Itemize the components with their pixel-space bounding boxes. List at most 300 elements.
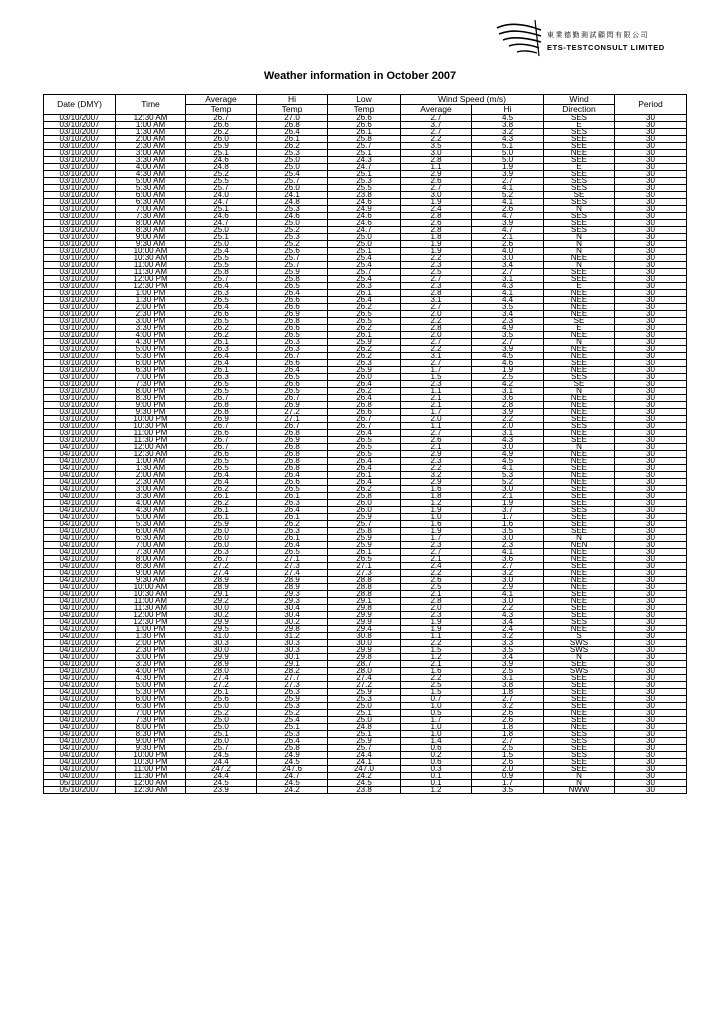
wind-hi-cell: 4.5 bbox=[472, 115, 544, 122]
time-cell: 8:00 PM bbox=[116, 724, 186, 731]
time-cell: 5:30 AM bbox=[116, 185, 186, 192]
hi-temp-cell: 24.7 bbox=[257, 773, 328, 780]
hi-temp-cell: 25.0 bbox=[257, 157, 328, 164]
hi-temp-cell: 25.2 bbox=[257, 227, 328, 234]
time-cell: 3:00 AM bbox=[116, 150, 186, 157]
hi-temp-cell: 25.3 bbox=[257, 703, 328, 710]
hi-temp-cell: 25.7 bbox=[257, 178, 328, 185]
low-temp-cell: 24.9 bbox=[328, 206, 401, 213]
date-cell: 04/10/2007 bbox=[44, 486, 116, 493]
period-cell: 30 bbox=[615, 577, 687, 584]
period-cell: 30 bbox=[615, 164, 687, 171]
period-cell: 30 bbox=[615, 458, 687, 465]
wind-hi-cell: 5.0 bbox=[472, 150, 544, 157]
date-cell: 03/10/2007 bbox=[44, 115, 116, 122]
average-temp-cell: 26.5 bbox=[186, 458, 257, 465]
date-cell: 03/10/2007 bbox=[44, 290, 116, 297]
period-cell: 30 bbox=[615, 234, 687, 241]
wind-average-cell: 2.7 bbox=[401, 185, 472, 192]
wind-direction-cell: SES bbox=[544, 213, 615, 220]
date-cell: 03/10/2007 bbox=[44, 192, 116, 199]
low-temp-cell: 26.5 bbox=[328, 444, 401, 451]
wind-average-cell: 1.9 bbox=[401, 248, 472, 255]
time-cell: 11:00 PM bbox=[116, 766, 186, 773]
wind-average-cell: 2.6 bbox=[401, 220, 472, 227]
wind-hi-cell: 3.5 bbox=[472, 787, 544, 794]
wind-direction-cell: SEE bbox=[544, 276, 615, 283]
wind-hi-cell: 4.2 bbox=[472, 381, 544, 388]
average-temp-cell: 26.1 bbox=[186, 339, 257, 346]
wind-direction-cell: NEE bbox=[544, 290, 615, 297]
period-cell: 30 bbox=[615, 283, 687, 290]
hi-temp-cell: 26.3 bbox=[257, 339, 328, 346]
wind-hi-cell: 4.4 bbox=[472, 297, 544, 304]
period-cell: 30 bbox=[615, 500, 687, 507]
average-temp-cell: 26.6 bbox=[186, 430, 257, 437]
wind-average-cell: 2.1 bbox=[401, 395, 472, 402]
hi-temp-cell: 26.8 bbox=[257, 318, 328, 325]
average-temp-cell: 26.2 bbox=[186, 332, 257, 339]
time-cell: 3:30 PM bbox=[116, 661, 186, 668]
period-cell: 30 bbox=[615, 318, 687, 325]
period-cell: 30 bbox=[615, 136, 687, 143]
time-cell: 2:30 AM bbox=[116, 143, 186, 150]
average-temp-cell: 26.4 bbox=[186, 353, 257, 360]
date-cell: 03/10/2007 bbox=[44, 311, 116, 318]
time-cell: 12:30 AM bbox=[116, 115, 186, 122]
average-temp-cell: 24.5 bbox=[186, 752, 257, 759]
average-temp-cell: 25.5 bbox=[186, 178, 257, 185]
wind-average-cell: 1.7 bbox=[401, 367, 472, 374]
time-cell: 12:30 AM bbox=[116, 787, 186, 794]
wind-average-cell: 2.8 bbox=[401, 290, 472, 297]
wind-hi-cell: 2.1 bbox=[472, 493, 544, 500]
low-temp-cell: 24.3 bbox=[328, 157, 401, 164]
period-cell: 30 bbox=[615, 367, 687, 374]
wind-direction-cell: NEE bbox=[544, 472, 615, 479]
period-cell: 30 bbox=[615, 325, 687, 332]
wind-hi-cell: 0.9 bbox=[472, 773, 544, 780]
wind-hi-cell: 2.7 bbox=[472, 178, 544, 185]
table-row bbox=[44, 472, 687, 479]
table-row bbox=[44, 199, 687, 206]
table-row bbox=[44, 647, 687, 654]
time-cell: 10:30 AM bbox=[116, 591, 186, 598]
wind-direction-cell: SES bbox=[544, 752, 615, 759]
wind-direction-cell: SES bbox=[544, 507, 615, 514]
average-temp-cell: 29.2 bbox=[186, 598, 257, 605]
average-temp-cell: 26.1 bbox=[186, 493, 257, 500]
table-row bbox=[44, 759, 687, 766]
hi-temp-cell: 26.5 bbox=[257, 486, 328, 493]
wind-direction-cell: SEE bbox=[544, 605, 615, 612]
time-cell: 2:00 PM bbox=[116, 304, 186, 311]
hi-temp-cell: 26.6 bbox=[257, 479, 328, 486]
period-cell: 30 bbox=[615, 178, 687, 185]
date-cell: 04/10/2007 bbox=[44, 766, 116, 773]
low-temp-cell: 29.9 bbox=[328, 647, 401, 654]
wind-hi-cell: 5.2 bbox=[472, 192, 544, 199]
wind-direction-cell: N bbox=[544, 262, 615, 269]
period-cell: 30 bbox=[615, 150, 687, 157]
time-cell: 8:00 AM bbox=[116, 556, 186, 563]
average-temp-cell: 29.5 bbox=[186, 626, 257, 633]
period-cell: 30 bbox=[615, 227, 687, 234]
table-row bbox=[44, 150, 687, 157]
period-cell: 30 bbox=[615, 115, 687, 122]
low-temp-cell: 25.7 bbox=[328, 521, 401, 528]
hi-temp-cell: 24.5 bbox=[257, 780, 328, 787]
wind-direction-cell: SEE bbox=[544, 514, 615, 521]
time-cell: 9:30 PM bbox=[116, 745, 186, 752]
average-temp-cell: 25.0 bbox=[186, 703, 257, 710]
date-cell: 03/10/2007 bbox=[44, 157, 116, 164]
wind-average-cell: 2.1 bbox=[401, 556, 472, 563]
low-temp-cell: 30.0 bbox=[328, 640, 401, 647]
period-cell: 30 bbox=[615, 416, 687, 423]
table-row bbox=[44, 143, 687, 150]
low-temp-cell: 27.2 bbox=[328, 682, 401, 689]
wind-average-cell: 2.0 bbox=[401, 332, 472, 339]
table-row bbox=[44, 234, 687, 241]
wind-average-cell: 1.2 bbox=[401, 500, 472, 507]
low-temp-cell: 23.8 bbox=[328, 787, 401, 794]
wind-hi-cell: 3.2 bbox=[472, 633, 544, 640]
hi-temp-cell: 26.4 bbox=[257, 129, 328, 136]
hi-temp-cell: 24.8 bbox=[257, 199, 328, 206]
low-temp-cell: 25.1 bbox=[328, 731, 401, 738]
wind-direction-cell: NEE bbox=[544, 549, 615, 556]
wind-direction-cell: NEE bbox=[544, 556, 615, 563]
date-cell: 04/10/2007 bbox=[44, 507, 116, 514]
date-cell: 03/10/2007 bbox=[44, 332, 116, 339]
wind-hi-cell: 1.8 bbox=[472, 689, 544, 696]
table-row bbox=[44, 297, 687, 304]
table-row bbox=[44, 458, 687, 465]
wind-average-cell: 2.7 bbox=[401, 276, 472, 283]
time-cell: 5:00 AM bbox=[116, 178, 186, 185]
low-temp-cell: 29.8 bbox=[328, 654, 401, 661]
average-temp-cell: 26.4 bbox=[186, 304, 257, 311]
date-cell: 04/10/2007 bbox=[44, 626, 116, 633]
low-temp-cell: 25.0 bbox=[328, 717, 401, 724]
hi-temp-cell: 27.4 bbox=[257, 570, 328, 577]
table-row bbox=[44, 381, 687, 388]
wind-hi-cell: 3.5 bbox=[472, 332, 544, 339]
time-cell: 4:00 AM bbox=[116, 164, 186, 171]
time-cell: 1:00 PM bbox=[116, 290, 186, 297]
average-temp-cell: 26.1 bbox=[186, 507, 257, 514]
time-cell: 5:30 AM bbox=[116, 521, 186, 528]
period-cell: 30 bbox=[615, 535, 687, 542]
average-temp-cell: 23.9 bbox=[186, 787, 257, 794]
wind-hi-cell: 3.9 bbox=[472, 220, 544, 227]
low-temp-cell: 25.8 bbox=[328, 493, 401, 500]
hi-temp-cell: 26.7 bbox=[257, 353, 328, 360]
low-temp-cell: 26.6 bbox=[328, 115, 401, 122]
hi-temp-cell: 26.8 bbox=[257, 458, 328, 465]
header-wind-direction-line1: Wind bbox=[544, 95, 615, 105]
low-temp-cell: 247.0 bbox=[328, 766, 401, 773]
wind-hi-cell: 1.9 bbox=[472, 164, 544, 171]
table-row bbox=[44, 206, 687, 213]
wind-hi-cell: 4.1 bbox=[472, 185, 544, 192]
wind-direction-cell: SEE bbox=[544, 766, 615, 773]
average-temp-cell: 26.3 bbox=[186, 290, 257, 297]
time-cell: 12:00 PM bbox=[116, 612, 186, 619]
wind-hi-cell: 4.3 bbox=[472, 283, 544, 290]
hi-temp-cell: 26.4 bbox=[257, 542, 328, 549]
time-cell: 10:00 PM bbox=[116, 416, 186, 423]
hi-temp-cell: 26.5 bbox=[257, 283, 328, 290]
wind-direction-cell: NEE bbox=[544, 458, 615, 465]
time-cell: 12:30 PM bbox=[116, 283, 186, 290]
wind-hi-cell: 5.0 bbox=[472, 157, 544, 164]
hi-temp-cell: 26.2 bbox=[257, 521, 328, 528]
date-cell: 04/10/2007 bbox=[44, 591, 116, 598]
time-cell: 6:00 PM bbox=[116, 696, 186, 703]
wind-hi-cell: 3.8 bbox=[472, 682, 544, 689]
hi-temp-cell: 25.8 bbox=[257, 276, 328, 283]
period-cell: 30 bbox=[615, 738, 687, 745]
period-cell: 30 bbox=[615, 514, 687, 521]
table-row bbox=[44, 745, 687, 752]
date-cell: 04/10/2007 bbox=[44, 731, 116, 738]
wind-hi-cell: 4.9 bbox=[472, 451, 544, 458]
date-cell: 03/10/2007 bbox=[44, 262, 116, 269]
low-temp-cell: 25.0 bbox=[328, 241, 401, 248]
average-temp-cell: 25.9 bbox=[186, 143, 257, 150]
period-cell: 30 bbox=[615, 584, 687, 591]
average-temp-cell: 28.9 bbox=[186, 577, 257, 584]
table-row bbox=[44, 171, 687, 178]
wind-hi-cell: 1.9 bbox=[472, 367, 544, 374]
table-row bbox=[44, 157, 687, 164]
table-row bbox=[44, 619, 687, 626]
time-cell: 6:30 AM bbox=[116, 199, 186, 206]
low-temp-cell: 26.1 bbox=[328, 332, 401, 339]
hi-temp-cell: 25.0 bbox=[257, 220, 328, 227]
wind-average-cell: 2.6 bbox=[401, 437, 472, 444]
wind-direction-cell: NEE bbox=[544, 409, 615, 416]
period-cell: 30 bbox=[615, 171, 687, 178]
time-cell: 11:00 AM bbox=[116, 598, 186, 605]
period-cell: 30 bbox=[615, 395, 687, 402]
hi-temp-cell: 26.4 bbox=[257, 290, 328, 297]
company-name-english: ETS-TESTCONSULT LIMITED bbox=[547, 43, 665, 52]
period-cell: 30 bbox=[615, 472, 687, 479]
wind-hi-cell: 4.6 bbox=[472, 360, 544, 367]
average-temp-cell: 26.7 bbox=[186, 437, 257, 444]
date-cell: 04/10/2007 bbox=[44, 738, 116, 745]
period-cell: 30 bbox=[615, 185, 687, 192]
hi-temp-cell: 25.2 bbox=[257, 241, 328, 248]
wind-direction-cell: SES bbox=[544, 129, 615, 136]
wind-average-cell: 2.8 bbox=[401, 227, 472, 234]
table-row bbox=[44, 409, 687, 416]
wind-average-cell: 2.2 bbox=[401, 465, 472, 472]
wind-direction-cell: SEE bbox=[544, 563, 615, 570]
average-temp-cell: 26.4 bbox=[186, 360, 257, 367]
average-temp-cell: 26.3 bbox=[186, 346, 257, 353]
time-cell: 10:00 PM bbox=[116, 752, 186, 759]
wind-average-cell: 0.2 bbox=[401, 752, 472, 759]
date-cell: 03/10/2007 bbox=[44, 241, 116, 248]
table-row bbox=[44, 591, 687, 598]
wind-direction-cell: NEE bbox=[544, 304, 615, 311]
low-temp-cell: 27.1 bbox=[328, 563, 401, 570]
table-row bbox=[44, 325, 687, 332]
date-cell: 04/10/2007 bbox=[44, 577, 116, 584]
hi-temp-cell: 25.3 bbox=[257, 150, 328, 157]
low-temp-cell: 25.8 bbox=[328, 528, 401, 535]
period-cell: 30 bbox=[615, 255, 687, 262]
time-cell: 7:00 PM bbox=[116, 374, 186, 381]
average-temp-cell: 27.4 bbox=[186, 675, 257, 682]
wind-direction-cell: SEE bbox=[544, 612, 615, 619]
table-row bbox=[44, 339, 687, 346]
wind-direction-cell: NEE bbox=[544, 577, 615, 584]
hi-temp-cell: 25.8 bbox=[257, 745, 328, 752]
time-cell: 5:00 PM bbox=[116, 346, 186, 353]
average-temp-cell: 24.6 bbox=[186, 213, 257, 220]
date-cell: 04/10/2007 bbox=[44, 514, 116, 521]
time-cell: 8:00 PM bbox=[116, 388, 186, 395]
wind-hi-cell: 3.5 bbox=[472, 528, 544, 535]
wind-average-cell: 2.4 bbox=[401, 563, 472, 570]
hi-temp-cell: 26.5 bbox=[257, 549, 328, 556]
header-wind-direction-line2: Direction bbox=[544, 105, 615, 115]
wind-hi-cell: 2.6 bbox=[472, 241, 544, 248]
date-cell: 04/10/2007 bbox=[44, 689, 116, 696]
low-temp-cell: 26.1 bbox=[328, 129, 401, 136]
date-cell: 03/10/2007 bbox=[44, 353, 116, 360]
table-row bbox=[44, 416, 687, 423]
average-temp-cell: 24.8 bbox=[186, 164, 257, 171]
hi-temp-cell: 30.1 bbox=[257, 654, 328, 661]
time-cell: 3:00 PM bbox=[116, 654, 186, 661]
wind-hi-cell: 2.2 bbox=[472, 605, 544, 612]
low-temp-cell: 26.7 bbox=[328, 423, 401, 430]
average-temp-cell: 25.8 bbox=[186, 269, 257, 276]
hi-temp-cell: 25.0 bbox=[257, 164, 328, 171]
page-title: Weather information in October 2007 bbox=[263, 70, 457, 82]
time-cell: 7:30 AM bbox=[116, 213, 186, 220]
time-cell: 11:30 AM bbox=[116, 605, 186, 612]
globe-logo-icon bbox=[495, 18, 545, 58]
wind-hi-cell: 3.4 bbox=[472, 262, 544, 269]
table-row bbox=[44, 262, 687, 269]
table-row bbox=[44, 528, 687, 535]
average-temp-cell: 25.0 bbox=[186, 717, 257, 724]
period-cell: 30 bbox=[615, 199, 687, 206]
wind-hi-cell: 4.9 bbox=[472, 325, 544, 332]
date-cell: 04/10/2007 bbox=[44, 717, 116, 724]
period-cell: 30 bbox=[615, 528, 687, 535]
date-cell: 04/10/2007 bbox=[44, 465, 116, 472]
wind-direction-cell: SEE bbox=[544, 675, 615, 682]
header-time: Time bbox=[116, 95, 186, 115]
date-cell: 04/10/2007 bbox=[44, 675, 116, 682]
wind-hi-cell: 3.6 bbox=[472, 395, 544, 402]
wind-hi-cell: 3.1 bbox=[472, 675, 544, 682]
wind-direction-cell: SEE bbox=[544, 416, 615, 423]
period-cell: 30 bbox=[615, 437, 687, 444]
period-cell: 30 bbox=[615, 752, 687, 759]
company-name-chinese: 東業德勤測試顧問有限公司 bbox=[547, 32, 649, 39]
period-cell: 30 bbox=[615, 570, 687, 577]
wind-hi-cell: 2.6 bbox=[472, 717, 544, 724]
table-row bbox=[44, 227, 687, 234]
low-temp-cell: 24.6 bbox=[328, 213, 401, 220]
hi-temp-cell: 26.8 bbox=[257, 122, 328, 129]
low-temp-cell: 28.0 bbox=[328, 668, 401, 675]
hi-temp-cell: 24.2 bbox=[257, 787, 328, 794]
time-cell: 8:30 AM bbox=[116, 563, 186, 570]
period-cell: 30 bbox=[615, 521, 687, 528]
wind-direction-cell: SWS bbox=[544, 668, 615, 675]
average-temp-cell: 29.1 bbox=[186, 591, 257, 598]
low-temp-cell: 25.0 bbox=[328, 703, 401, 710]
wind-hi-cell: 3.0 bbox=[472, 577, 544, 584]
date-cell: 03/10/2007 bbox=[44, 395, 116, 402]
date-cell: 04/10/2007 bbox=[44, 647, 116, 654]
hi-temp-cell: 26.1 bbox=[257, 136, 328, 143]
wind-hi-cell: 4.3 bbox=[472, 136, 544, 143]
wind-hi-cell: 2.7 bbox=[472, 563, 544, 570]
header-wind-average: Average bbox=[401, 105, 472, 115]
table-row bbox=[44, 731, 687, 738]
period-cell: 30 bbox=[615, 591, 687, 598]
low-temp-cell: 24.6 bbox=[328, 199, 401, 206]
period-cell: 30 bbox=[615, 780, 687, 787]
wind-direction-cell: SEE bbox=[544, 360, 615, 367]
date-cell: 03/10/2007 bbox=[44, 185, 116, 192]
time-cell: 9:00 AM bbox=[116, 234, 186, 241]
wind-average-cell: 2.9 bbox=[401, 451, 472, 458]
date-cell: 03/10/2007 bbox=[44, 255, 116, 262]
average-temp-cell: 26.7 bbox=[186, 115, 257, 122]
wind-hi-cell: 2.0 bbox=[472, 423, 544, 430]
time-cell: 7:00 PM bbox=[116, 710, 186, 717]
weather-table bbox=[43, 94, 687, 794]
date-cell: 04/10/2007 bbox=[44, 682, 116, 689]
wind-hi-cell: 2.3 bbox=[472, 542, 544, 549]
hi-temp-cell: 26.9 bbox=[257, 311, 328, 318]
period-cell: 30 bbox=[615, 122, 687, 129]
period-cell: 30 bbox=[615, 332, 687, 339]
date-cell: 04/10/2007 bbox=[44, 703, 116, 710]
period-cell: 30 bbox=[615, 745, 687, 752]
wind-direction-cell: SEE bbox=[544, 486, 615, 493]
date-cell: 04/10/2007 bbox=[44, 696, 116, 703]
table-row bbox=[44, 122, 687, 129]
wind-average-cell: 2.3 bbox=[401, 458, 472, 465]
wind-direction-cell: SEE bbox=[544, 220, 615, 227]
wind-hi-cell: 5.3 bbox=[472, 472, 544, 479]
low-temp-cell: 26.2 bbox=[328, 346, 401, 353]
wind-direction-cell: SEE bbox=[544, 745, 615, 752]
wind-average-cell: 2.2 bbox=[401, 136, 472, 143]
low-temp-cell: 24.8 bbox=[328, 724, 401, 731]
period-cell: 30 bbox=[615, 549, 687, 556]
hi-temp-cell: 26.4 bbox=[257, 507, 328, 514]
table-row bbox=[44, 570, 687, 577]
wind-direction-cell: SEE bbox=[544, 682, 615, 689]
date-cell: 03/10/2007 bbox=[44, 346, 116, 353]
wind-average-cell: 1.7 bbox=[401, 535, 472, 542]
wind-direction-cell: SEE bbox=[544, 157, 615, 164]
